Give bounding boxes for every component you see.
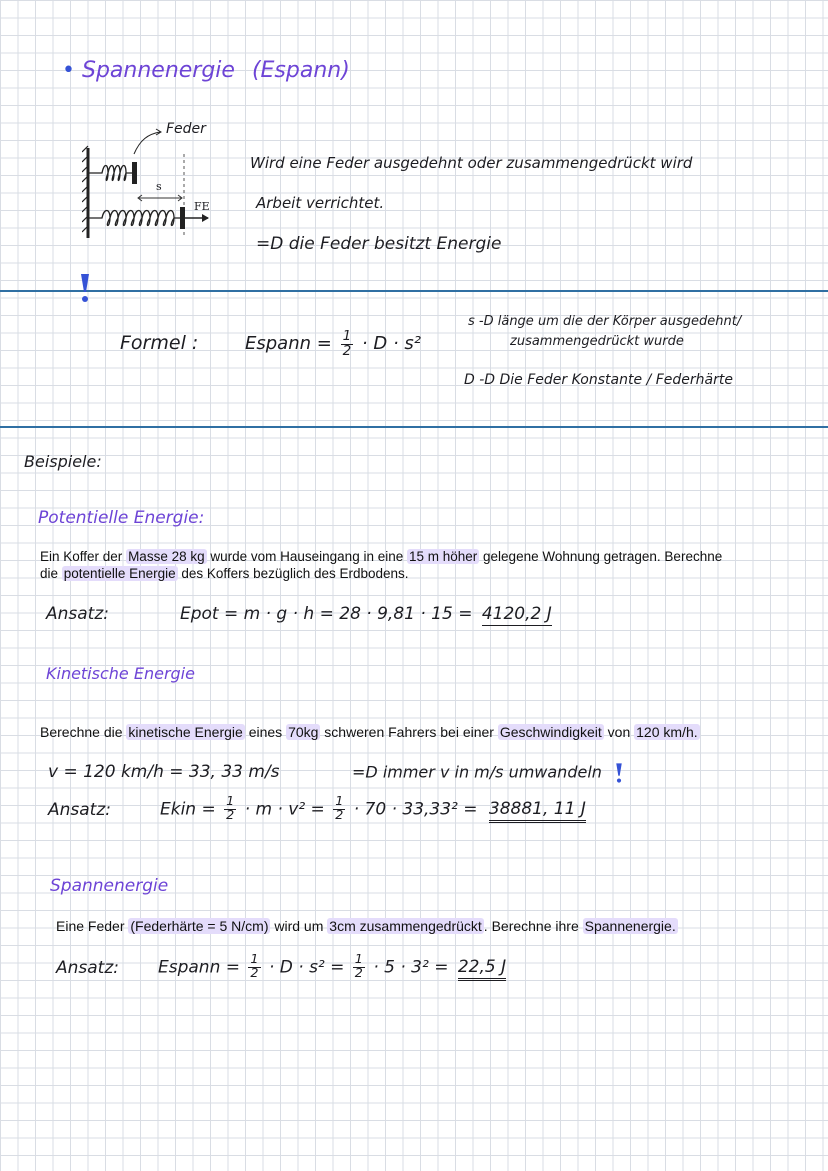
spring-lhs: Espann [158,957,221,978]
text-segment: . Berechne ihre [483,918,583,934]
page-title: Spannenergie [81,58,235,83]
highlight-energy: potentielle Energie [63,566,176,581]
spring-rest: · 5 · 3² = [373,957,449,978]
spring-task [56,918,678,934]
label-s: s [156,180,162,193]
formula-lhs: Espann [245,333,312,354]
text-segment: Ein Koffer der [40,549,127,564]
highlight-speed-value: 120 km/h. [636,724,698,740]
highlight-height: 15 m höher [408,549,478,564]
highlight-hardness: (Federhärte = 5 N/cm) [130,918,269,934]
text-segment: wurde vom Hauseingang in eine [206,549,407,564]
kinetic-lhs: Ekin [160,799,197,820]
text-segment: von [603,724,635,740]
kinetic-note-text: =D immer v in m/s umwandeln [352,762,602,782]
kinetic-result: 38881, 11 J [489,799,586,823]
highlight-spring-energy: Spannenergie. [584,918,676,934]
highlight-compression: 3cm zusammengedrückt [329,918,482,934]
divider-bottom [0,426,828,428]
frac-den: 2 [342,342,352,359]
divider-top [0,290,828,292]
potential-calc-text: Epot = m · g · h = 28 · 9,81 · 15 = [180,604,473,624]
potential-title: Potentielle Energie: [38,508,205,528]
formula-eq: = [316,333,332,354]
spring-mid: · D · s² = [268,957,345,978]
spring-fraction [248,954,260,981]
text-segment: die [40,566,62,581]
text-segment: eines [244,724,287,740]
spring-figure [82,118,232,248]
spring-calc [158,954,506,981]
kinetic-title: Kinetische Energie [46,664,195,683]
highlight-kinetic: kinetische Energie [128,724,243,740]
highlight-mass: 70kg [288,724,319,740]
label-feder: Feder [166,121,206,137]
potential-task-line-2 [40,565,722,582]
spring-eq: = [225,957,241,978]
frac-num: 1 [250,952,259,967]
def-s-line-1: s -D länge um die der Körper ausgedehnt/ [468,314,742,329]
spring-title: Spannenergie [50,876,169,896]
formula-fraction [341,330,354,358]
highlight-speed: Geschwindigkeit [499,724,602,740]
frac-den: 2 [226,807,235,823]
label-force: FE [194,200,210,213]
examples-label: Beispiele: [24,452,102,471]
def-d: D -D Die Feder Konstante / Federhärte [464,372,733,388]
formula-rhs: · D · s² [361,333,421,354]
text-segment: schweren Fahrers bei einer [320,724,498,740]
exclamation-icon [78,272,92,311]
text-segment: gelegene Wohnung getragen. Berechne [479,549,723,564]
page-subtitle: (Espann) [251,58,350,83]
potential-calc [180,604,552,624]
intro-line-2: Arbeit verrichtet. [256,194,385,212]
formula-label: Formel : [120,332,199,354]
text-segment: wird um [270,918,328,934]
frac-den: 2 [354,965,363,981]
def-s-line-2: zusammengedrückt wurde [510,334,684,349]
kinetic-conversion: v = 120 km/h = 33, 33 m/s [48,762,280,782]
highlight-mass: Masse 28 kg [128,549,205,564]
kinetic-note [352,762,625,784]
kinetic-calc [160,796,586,823]
frac-num: 1 [354,952,363,967]
potential-ansatz-label: Ansatz: [46,604,109,624]
text-segment: des Koffers bezüglich des Erdbodens. [177,566,409,581]
frac-den: 2 [250,965,259,981]
kinetic-rest: · 70 · 33,33² = [353,799,478,820]
kinetic-mid: · m · v² = [244,799,325,820]
frac-num: 1 [342,328,352,344]
text-segment: Eine Feder [56,918,129,934]
potential-result: 4120,2 J [481,604,552,624]
spring-fraction-2 [353,954,365,981]
potential-task-line-1 [40,548,722,565]
text-segment: Berechne die [40,724,127,740]
kinetic-fraction [224,796,236,823]
spring-ansatz-label: Ansatz: [56,958,119,978]
spring-result: 22,5 J [458,957,506,981]
intro-line-3: =D die Feder besitzt Energie [256,234,502,254]
frac-den: 2 [335,807,344,823]
kinetic-fraction-2 [333,796,345,823]
frac-num: 1 [335,794,344,809]
exclamation-icon [613,762,625,784]
kinetic-task [40,724,700,740]
potential-task [40,548,722,582]
section-heading [62,58,350,83]
bullet: • [62,58,75,83]
kinetic-eq: = [201,799,216,820]
kinetic-ansatz-label: Ansatz: [48,800,111,820]
frac-num: 1 [226,794,235,809]
formula-expression [245,330,421,358]
intro-line-1: Wird eine Feder ausgedehnt oder zusammengedrückt wird [250,154,693,172]
